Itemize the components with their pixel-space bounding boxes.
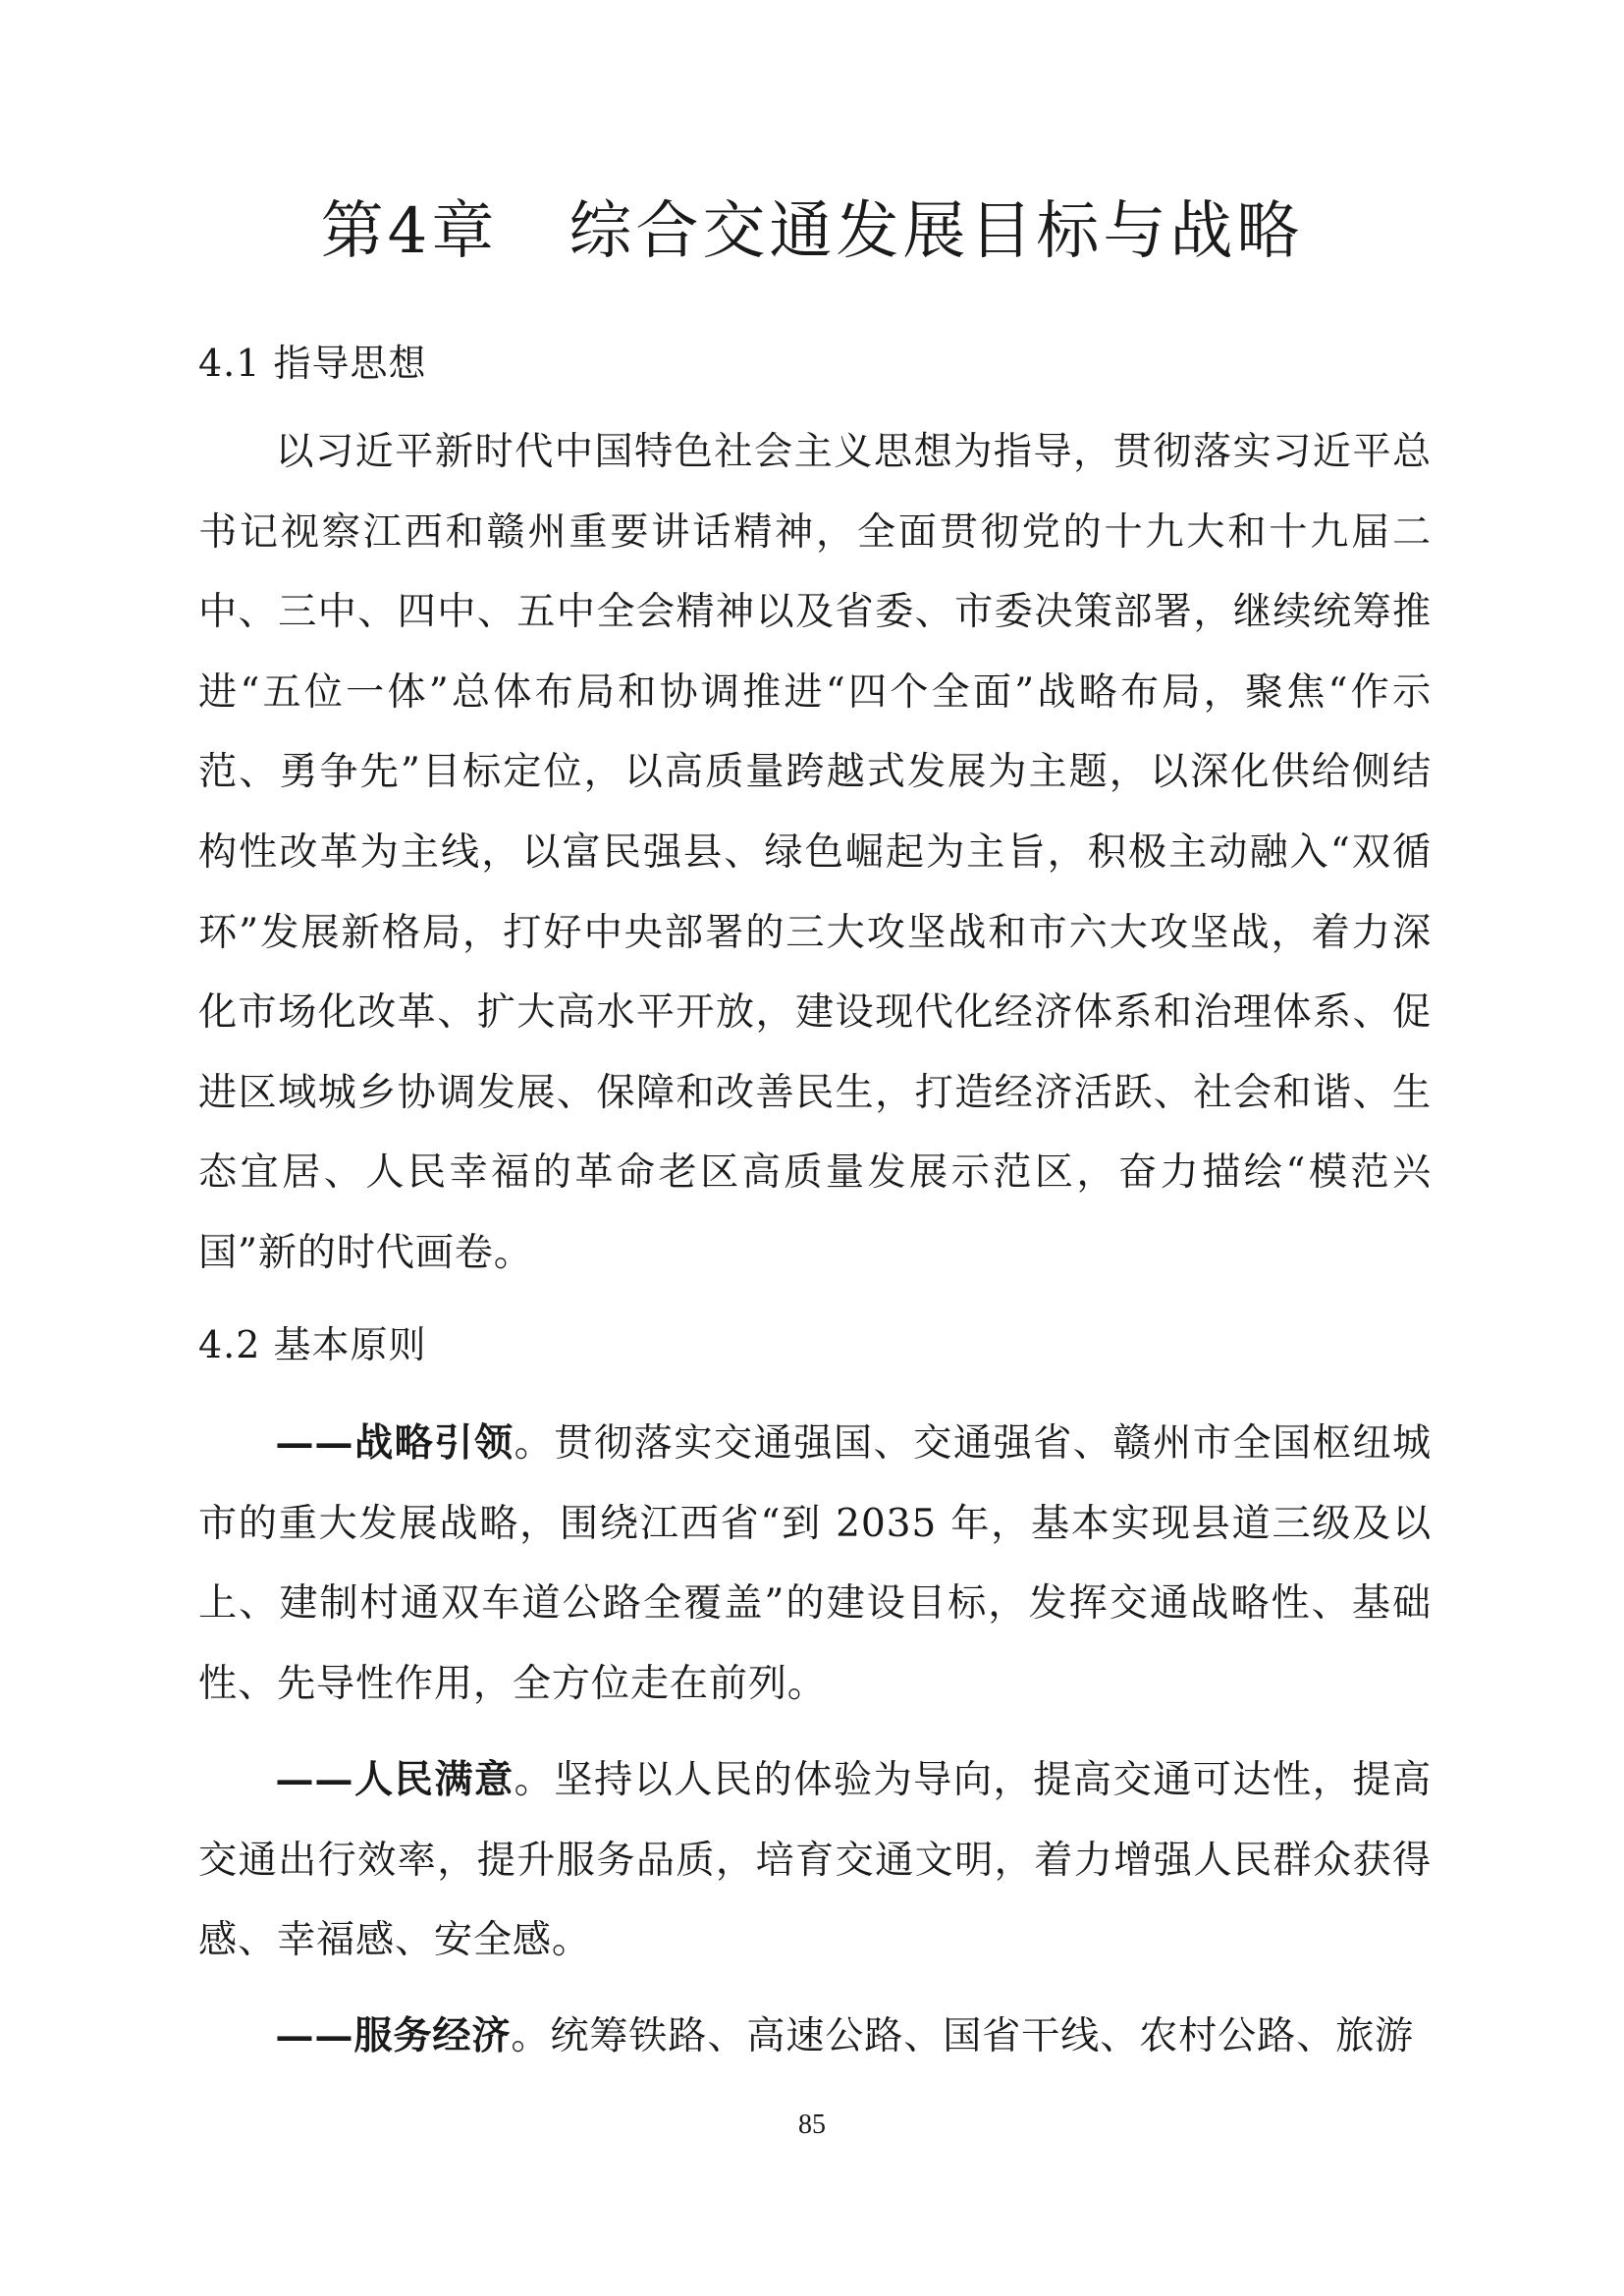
principle-text-people: 。坚持以人民的体验为导向，提高交通可达性，提高交通出行效率，提升服务品质，培育交通文明，着力增强人民群众获得感、幸福感、安全感。	[198, 1758, 1432, 1963]
page-number: 85	[798, 2109, 826, 2140]
principle-lead-economy: ——服务经济	[275, 2013, 512, 2058]
paragraph-principle-strategy	[198, 1404, 1432, 1724]
paragraph-principle-economy	[198, 1997, 1432, 2077]
section-heading-4-1: 4.1 指导思想	[198, 342, 427, 385]
chapter-title	[196, 192, 1428, 271]
section-heading-4-2: 4.2 基本原则	[198, 1323, 427, 1366]
chapter-title-text: 综合交通发展目标与战略	[568, 195, 1304, 268]
principle-lead-strategy: ——战略引领	[275, 1420, 514, 1466]
chapter-number: 第4章	[320, 195, 499, 268]
paragraph-guiding-ideology: 以习近平新时代中国特色社会主义思想为指导，贯彻落实习近平总书记视察江西和赣州重要讲话精神，全面贯彻党的十九大和十九届二中、三中、四中、五中全会精神以及省委、市委决策部署，继续统筹推进“五位一体”总体布局和协调推进“四个全面”战略布局，聚焦“作示范、勇争先”目标定位，以高质量跨越式发展为主题，以深化供给侧结构性改革为主线，以富民强县、绿色崛起为主旨，积极主动融入“双循环”发展新格局，打好中央部署的三大攻坚战和市六大攻坚战，着力深化市场化改革、扩大高水平开放，建设现代化经济体系和治理体系、促进区域城乡协调发展、保障和改善民生，打造经济活跃、社会和谐、生态宜居、人民幸福的革命老区高质量发展示范区，奋力描绘“模范兴国”新的时代画卷。	[198, 430, 1432, 1275]
principle-text-strategy: 。贯彻落实交通强国、交通强省、赣州市全国枢纽城市的重大发展战略，围绕江西省“到 2035 年，基本实现县道三级及以上、建制村通双车道公路全覆盖”的建设目标，发挥交通战略性、基础性、先导性作用，全方位走在前列。	[198, 1421, 1432, 1706]
principle-lead-people: ——人民满意	[275, 1757, 514, 1802]
paragraph-principle-people	[198, 1740, 1432, 1981]
principle-text-economy: 。统筹铁路、高速公路、国省干线、农村公路、旅游	[511, 2014, 1415, 2058]
